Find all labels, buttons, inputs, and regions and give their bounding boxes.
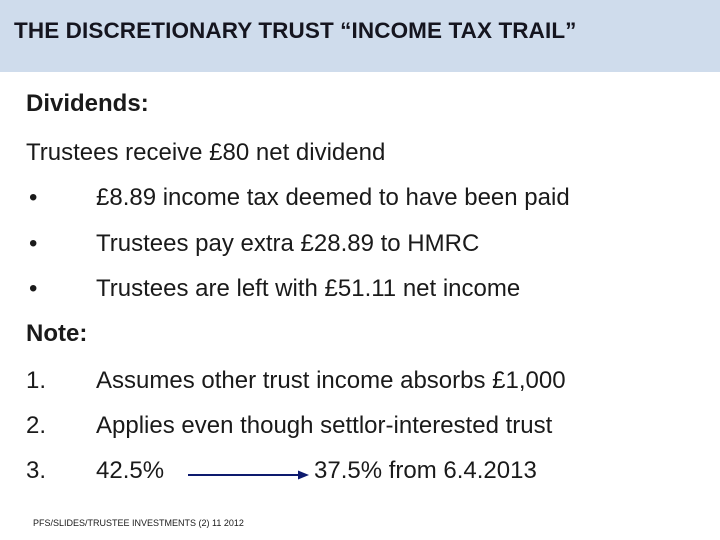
note-text: Applies even though settlor-interested trust [96,412,553,439]
right-arrow-icon [188,468,310,482]
note-item [0,367,720,401]
title-bar [0,0,720,72]
bullet-item [0,230,720,264]
bullet-marker: • [29,275,38,302]
bullet-item [0,275,720,309]
bullet-marker: • [29,184,38,211]
intro-line: Trustees receive £80 net dividend [26,139,386,166]
bullet-text: £8.89 income tax deemed to have been paid [96,184,570,211]
dividends-heading: Dividends: [26,90,149,117]
note-text-after-arrow: 37.5% from 6.4.2013 [314,457,537,484]
note-text: 42.5% [96,457,165,484]
slide-footer: PFS/SLIDES/TRUSTEE INVESTMENTS (2) 11 2012 [33,518,244,528]
note-number: 2. [26,412,47,439]
note-number: 1. [26,367,47,394]
note-text: Assumes other trust income absorbs £1,000 [96,367,566,394]
bullet-marker: • [29,230,38,257]
note-heading: Note: [26,320,88,347]
note-item [0,412,720,446]
bullet-text: Trustees are left with £51.11 net income [96,275,521,302]
slide-title: THE DISCRETIONARY TRUST “INCOME TAX TRAIL” [14,18,577,43]
note-number: 3. [26,457,47,484]
note-item [0,457,720,491]
bullet-text: Trustees pay extra £28.89 to HMRC [96,230,480,257]
bullet-item [0,184,720,218]
